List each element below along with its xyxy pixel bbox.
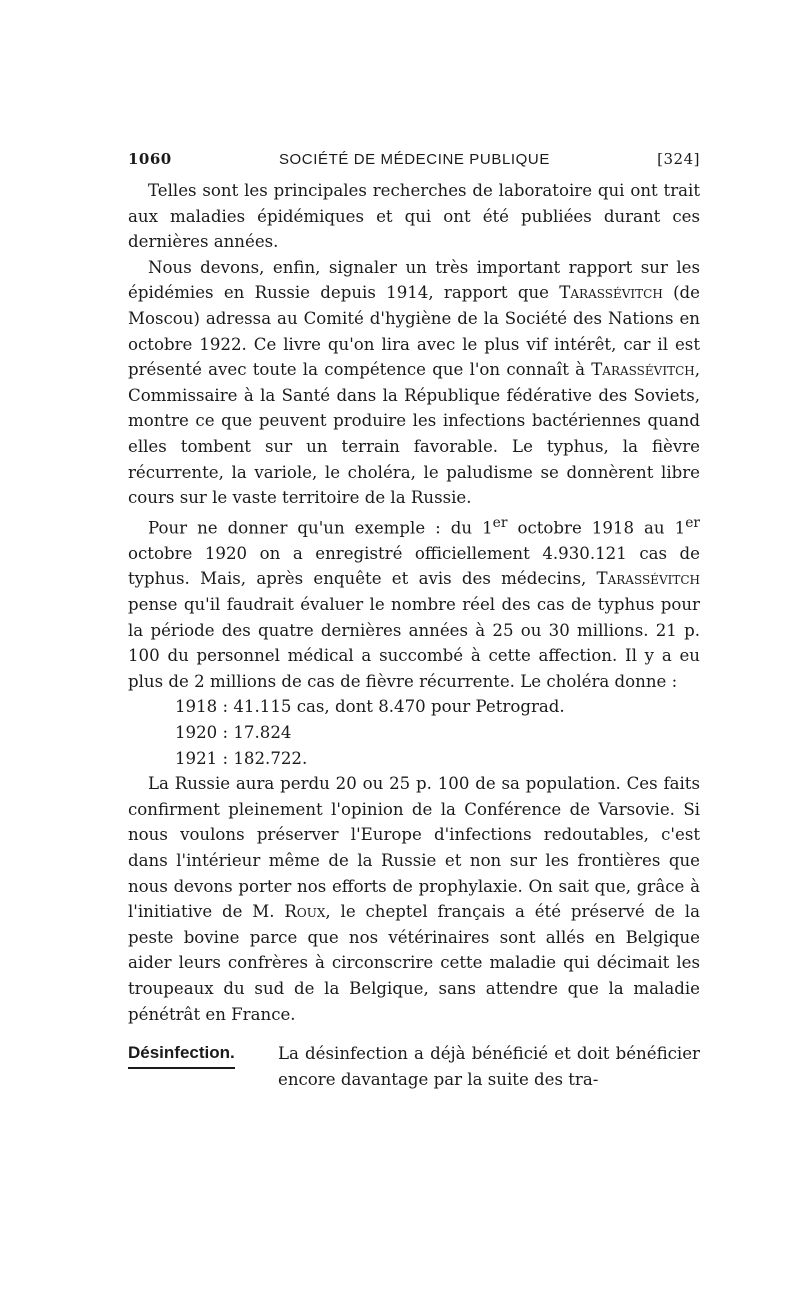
paragraph-2-text-b: (de Moscou) adressa au Comité d'hygiène de la Société des Nations en octobre 1922. Ce livre qu'on lira avec le plus vif intérêt, car il est présenté avec toute la compétence que l'on connaît à xyxy=(128,283,700,380)
list-item: 1920 : 17.824 xyxy=(175,723,292,742)
paragraph-3-text-d: pense qu'il faudrait évaluer le nombre réel des cas de typhus pour la période des quatre dernières années à 25 ou 30 millions. 21 p. 100 du personnel médical a succombé à cette affection. Il y a eu plus de 2 millions de cas de fièvre récurrente. Le choléra donne : xyxy=(128,595,700,691)
author-name-tarassevitch-2: Tarassévitch xyxy=(591,360,695,380)
paragraph-2-text-c: , Commissaire à la Santé dans la République fédérative des Soviets, montre ce que peuvent produire les infections bactériennes quand elles tombent sur un terrain favorable. Le typhus, la fièvre récurrente, la variole, le choléra, le paludisme se donnèrent libre cours sur le vaste territoire de la Russie. xyxy=(128,360,700,508)
paragraph-4-text-a: La Russie aura perdu 20 ou 25 p. 100 de sa population. Ces faits confirment pleinement l'opinion de la Conférence de Varsovie. Si nous voulons préserver l'Europe d'infections redoutables, c'est dans l'intérieur même de la Russie et non sur les frontières que nous devons porter nos efforts de prophylaxie. On sait que, grâce à l'initiative de M. xyxy=(128,774,700,922)
list-item: 1918 : 41.115 cas, dont 8.470 pour Petrograd. xyxy=(175,697,565,717)
paragraph-3-text-c: octobre 1920 on a enregistré officiellement 4.930.121 cas de typhus. Mais, après enquête et avis des médecins, xyxy=(128,543,700,589)
superscript-er-2: er xyxy=(685,514,700,531)
bracket-page-number: [324] xyxy=(657,150,700,168)
author-name-tarassevitch-3: Tarassévitch xyxy=(596,569,700,589)
superscript-er-1: er xyxy=(492,514,508,531)
document-page xyxy=(128,150,700,1092)
section-text: La désinfection a déjà bénéficié et doit bénéficier encore davantage par la suite des tra- xyxy=(278,1044,700,1089)
author-name-tarassevitch: Tarassévitch xyxy=(559,283,663,303)
person-name-roux: Roux xyxy=(284,902,326,922)
paragraph-2-text-a: Nous devons, enfin, signaler un très important rapport sur les épidémies en Russie depuis 1914, rapport que xyxy=(128,257,700,303)
page-number: 1060 xyxy=(128,150,172,168)
section-desinfection xyxy=(128,1041,700,1092)
cholera-list xyxy=(128,694,700,771)
section-heading xyxy=(128,1041,278,1092)
paragraph-3-text-a: Pour ne donner qu'un exemple : du 1 xyxy=(148,518,493,538)
running-header xyxy=(128,150,700,178)
paragraph-1: Telles sont les principales recherches de laboratoire qui ont trait aux maladies épidémiques et qui ont été publiées durant ces dernières années. xyxy=(128,181,700,252)
list-item: 1921 : 182.722. xyxy=(175,748,308,768)
section-heading-label: Désinfection. xyxy=(128,1043,235,1069)
body-text xyxy=(128,178,700,1027)
running-title: SOCIÉTÉ DE MÉDECINE PUBLIQUE xyxy=(278,151,550,168)
paragraph-3-text-b: octobre 1918 au 1 xyxy=(507,518,686,538)
paragraph-4 xyxy=(128,771,700,1027)
paragraph-3 xyxy=(128,511,700,695)
paragraph-2 xyxy=(128,255,700,511)
paragraph-4-text-b: , le cheptel français a été préservé de la peste bovine parce que nos vétérinaires sont allés en Belgique aider leurs confrères à circonscrire cette maladie qui décimait les troupeaux du sud de la Belgique, sans attendre que la maladie pénétrât en France. xyxy=(128,902,700,1024)
